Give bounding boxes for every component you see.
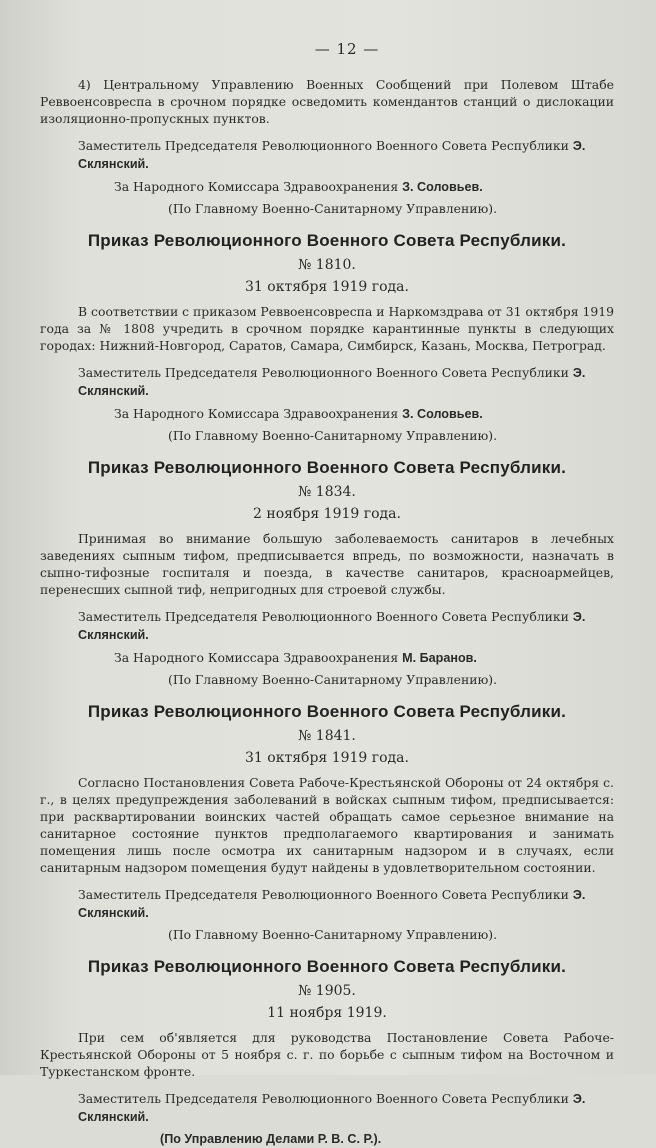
signature-name: Э. Склянский. xyxy=(78,366,586,398)
order-title: Приказ Революционного Военного Совета Республики. xyxy=(87,231,567,250)
order-number: № 1834. xyxy=(298,484,356,500)
intro-signature-department: (По Главному Военно-Санитарному Управлению). xyxy=(168,201,498,216)
order-1810 xyxy=(40,231,614,444)
order-1905 xyxy=(40,957,614,1148)
order-title: Приказ Революционного Военного Совета Республики. xyxy=(87,702,567,721)
signature-title: За Народного Комиссара Здравоохранения xyxy=(114,179,399,194)
order-date: 31 октября 1919 года. xyxy=(245,750,409,766)
order-text: В соответствии с приказом Реввоенсовреспа и Наркомздрава от 31 октября 1919 года за № 1808 учредить в срочном порядке карантинные пункты в следующих городах: Нижний-Новгород, Саратов, Самара, Симбирск, Казань, Москва, Петроград. xyxy=(40,304,614,353)
order-signature-deputy xyxy=(78,1090,614,1126)
signature-name: З. Соловьев. xyxy=(402,180,483,194)
order-signature-deputy xyxy=(78,608,614,644)
order-date: 11 ноября 1919. xyxy=(267,1005,387,1021)
order-text: Принимая во внимание большую заболеваемость санитаров в лечебных заведениях сыпным тифом, предписывается впредь, по возможности, назначать в сыпно-тифозные госпиталя и поезда, в качестве санитаров, красноармейцев, перенесших сыпной тиф, непригодных для строевой службы. xyxy=(40,531,614,597)
intro-signature-commissar xyxy=(114,178,614,196)
order-signature-department xyxy=(160,1130,614,1148)
order-signature-commissar xyxy=(114,649,614,667)
intro-block xyxy=(40,76,614,217)
order-number: № 1905. xyxy=(298,983,356,999)
signature-title: Заместитель Председателя Революционного Военного Совета Республики xyxy=(78,138,569,153)
intro-paragraph: 4) Центральному Управлению Военных Сообщений при Полевом Штабе Реввоенсовреспа в срочном порядке осведомить комендантов станций о дислокации изоляционно-пропускных пунктов. xyxy=(40,77,614,126)
signature-title: За Народного Комиссара Здравоохранения xyxy=(114,406,399,421)
order-signature-department: (По Главному Военно-Санитарному Управлению). xyxy=(168,672,498,687)
order-signature-department: (По Главному Военно-Санитарному Управлению). xyxy=(168,927,498,942)
signature-title: Заместитель Председателя Революционного Военного Совета Республики xyxy=(78,1091,569,1106)
order-date: 2 ноября 1919 года. xyxy=(253,506,401,522)
signature-name: М. Баранов. xyxy=(402,651,477,665)
signature-name: Э. Склянский. xyxy=(78,888,586,920)
order-signature-deputy xyxy=(78,364,614,400)
page-number: — 12 — xyxy=(314,40,380,58)
order-1834 xyxy=(40,458,614,688)
order-1841 xyxy=(40,702,614,943)
signature-name: Э. Склянский. xyxy=(78,1092,586,1124)
signature-title: Заместитель Председателя Революционного Военного Совета Республики xyxy=(78,609,569,624)
order-signature-deputy xyxy=(78,886,614,922)
signature-title: Заместитель Председателя Революционного Военного Совета Республики xyxy=(78,887,569,902)
intro-signature-deputy xyxy=(78,137,614,173)
signature-name: Э. Склянский. xyxy=(78,139,586,171)
order-signature-commissar xyxy=(114,405,614,423)
order-number: № 1810. xyxy=(298,257,356,273)
signature-name: З. Соловьев. xyxy=(402,407,483,421)
order-text: Согласно Постановления Совета Рабоче-Крестьянской Обороны от 24 октября с. г., в целях предупреждения заболеваний в войсках сыпным тифом, предписывается: при расквартировании воинских частей обращать самое серьезное внимание на санитарное состояние пунктов предполагаемого квартирования и занимать помещения лишь после осмотра их санитарным надзором и в случаях, если санитарным надзором помещения будут найдены в удовлетворительном состоянии. xyxy=(40,775,614,875)
order-number: № 1841. xyxy=(298,728,356,744)
order-title: Приказ Революционного Военного Совета Республики. xyxy=(87,458,567,477)
signature-department-text: (По Управлению Делами Р. В. С. Р.). xyxy=(160,1132,382,1146)
order-text: При сем об'является для руководства Постановление Совета Рабоче-Крестьянской Обороны от 5 ноября с. г. по борьбе с сыпным тифом на Восточном и Туркестанском фронте. xyxy=(40,1030,614,1079)
order-title: Приказ Революционного Военного Совета Республики. xyxy=(87,957,567,976)
signature-title: За Народного Комиссара Здравоохранения xyxy=(114,650,399,665)
order-signature-department: (По Главному Военно-Санитарному Управлению). xyxy=(168,428,498,443)
signature-title: Заместитель Председателя Революционного Военного Совета Республики xyxy=(78,365,569,380)
signature-name: Э. Склянский. xyxy=(78,610,586,642)
order-date: 31 октября 1919 года. xyxy=(245,279,409,295)
